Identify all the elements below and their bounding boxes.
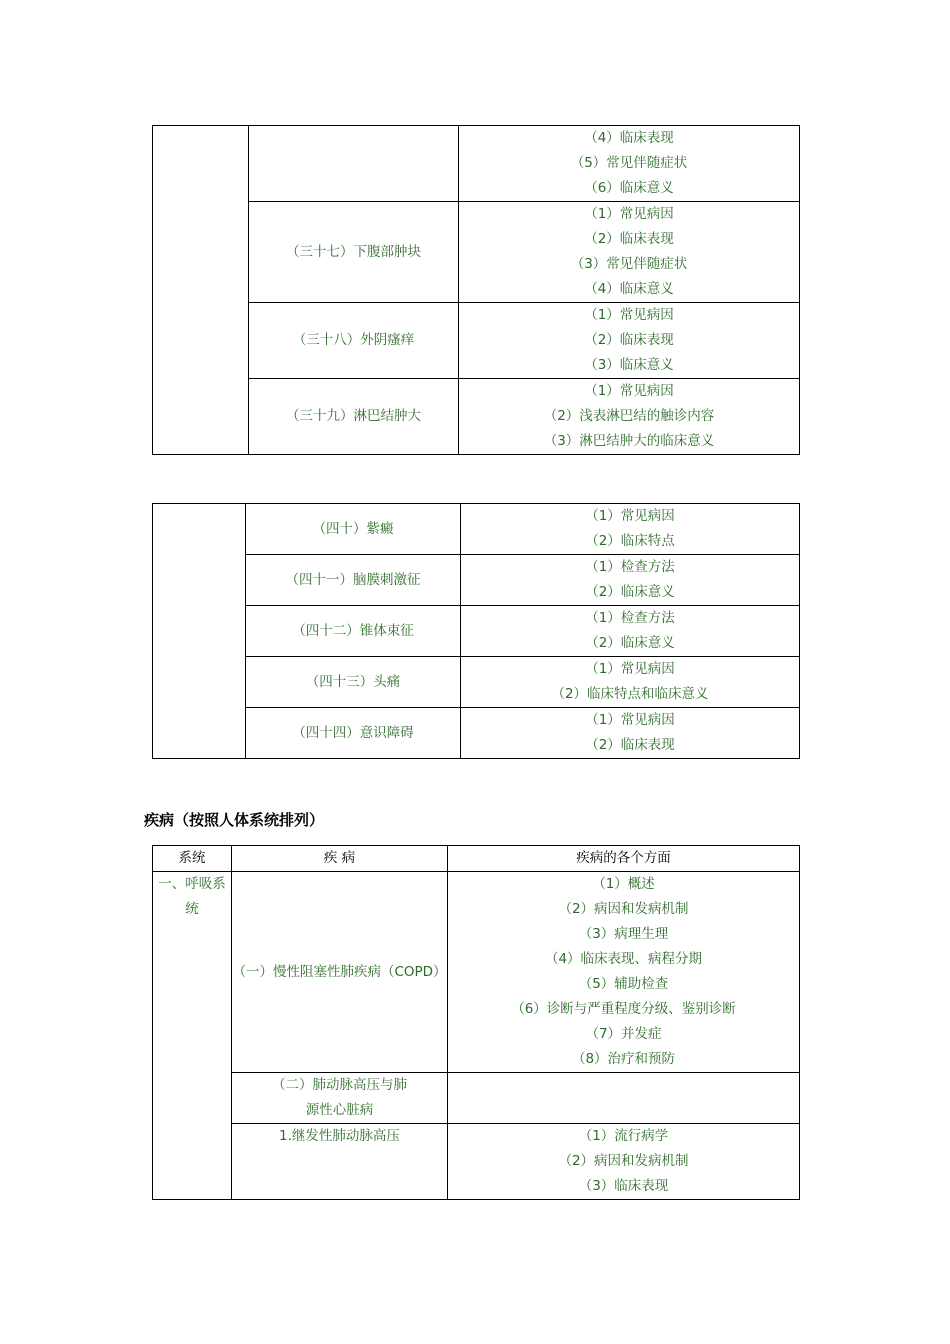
aspect-item: （2）临床意义	[585, 584, 675, 600]
aspect-item: （1）检查方法	[585, 559, 675, 575]
symptom-cell: （三十七）下腹部肿块	[249, 202, 459, 303]
disease-label: （一）慢性阻塞性肺疾病（COPD）	[232, 963, 447, 980]
table-row	[153, 303, 800, 379]
aspect-item: （2）临床特点和临床意义	[551, 686, 709, 702]
system-label-line: 一、呼吸系	[158, 876, 226, 892]
disease-cell	[232, 1124, 448, 1200]
symptom-cell: （四十四）意识障碍	[246, 708, 461, 759]
aspect-item: （1）常见病因	[585, 712, 675, 728]
header-disease: 疾 病	[232, 846, 448, 872]
header-aspects: 疾病的各个方面	[448, 846, 800, 872]
aspects-cell	[461, 606, 800, 657]
section-heading: 疾病（按照人体系统排列）	[144, 811, 325, 829]
aspects-cell	[461, 555, 800, 606]
system-label-line: 统	[185, 901, 199, 917]
symptom-cell: （四十三）头痛	[246, 657, 461, 708]
table-row	[153, 606, 800, 657]
aspect-item: （2）病因和发病机制	[558, 1153, 689, 1169]
aspect-item: （1）常见病因	[584, 383, 674, 399]
aspect-item: （4）临床意义	[584, 281, 674, 297]
aspect-item: （8）治疗和预防	[571, 1051, 676, 1067]
aspect-item: （3）病理生理	[578, 926, 669, 942]
header-system: 系统	[153, 846, 232, 872]
table-row	[153, 555, 800, 606]
disease-table	[152, 845, 800, 1200]
table-row	[153, 504, 800, 555]
symptom-cell: （四十）紫癜	[246, 504, 461, 555]
symptom-cell: （三十九）淋巴结肿大	[249, 379, 459, 455]
aspect-item: （3）临床表现	[578, 1178, 669, 1194]
aspect-item: （7）并发症	[585, 1026, 662, 1042]
aspects-cell	[448, 1073, 800, 1124]
symptom-cell: （三十八）外阴瘙痒	[249, 303, 459, 379]
aspect-item: （2）病因和发病机制	[558, 901, 689, 917]
aspects-cell	[448, 1124, 800, 1200]
table-row	[153, 872, 800, 1073]
aspect-item: （1）常见病因	[584, 307, 674, 323]
aspect-item: （1）概述	[592, 876, 655, 892]
table-row	[153, 126, 800, 202]
aspect-item: （5）辅助检查	[578, 976, 669, 992]
aspects-cell	[459, 379, 800, 455]
aspects-cell	[461, 504, 800, 555]
aspects-cell	[448, 872, 800, 1073]
symptom-cell: （四十二）锥体束征	[246, 606, 461, 657]
table-row	[153, 202, 800, 303]
aspects-cell	[459, 202, 800, 303]
symptom-cell	[249, 126, 459, 202]
aspects-cell	[461, 708, 800, 759]
aspect-item: （2）临床特点	[585, 533, 675, 549]
aspect-item: （1）常见病因	[585, 661, 675, 677]
aspect-item: （1）流行病学	[578, 1128, 669, 1144]
aspect-item: （1）常见病因	[585, 508, 675, 524]
symptom-cell: （四十一）脑膜刺激征	[246, 555, 461, 606]
aspect-item: （2）临床表现	[585, 737, 675, 753]
symptom-table-2	[152, 503, 800, 759]
table-row	[153, 657, 800, 708]
table-row	[153, 379, 800, 455]
aspect-item: （4）临床表现	[584, 130, 674, 146]
aspects-cell	[459, 126, 800, 202]
category-cell	[153, 126, 249, 455]
aspect-item: （6）诊断与严重程度分级、鉴别诊断	[511, 1001, 736, 1017]
aspect-item: （2）浅表淋巴结的触诊内容	[543, 408, 715, 424]
aspect-item: （1）常见病因	[584, 206, 674, 222]
disease-label: 源性心脏病	[305, 1102, 374, 1118]
aspect-item: （2）临床表现	[584, 231, 674, 247]
aspect-item: （2）临床意义	[585, 635, 675, 651]
aspect-item: （3）常见伴随症状	[570, 256, 688, 272]
aspects-cell	[459, 303, 800, 379]
disease-label: 1.继发性肺动脉高压	[279, 1128, 400, 1144]
table-row	[153, 708, 800, 759]
symptom-table-1	[152, 125, 800, 455]
aspect-item: （3）临床意义	[584, 357, 674, 373]
aspect-item: （5）常见伴随症状	[570, 155, 688, 171]
disease-cell	[232, 872, 448, 1073]
system-cell	[153, 872, 232, 1200]
aspects-cell	[461, 657, 800, 708]
aspect-item: （2）临床表现	[584, 332, 674, 348]
table-row	[153, 1124, 800, 1200]
disease-cell	[232, 1073, 448, 1124]
aspect-item: （4）临床表现、病程分期	[544, 951, 703, 967]
table-row	[153, 1073, 800, 1124]
disease-label: （二）肺动脉高压与肺	[272, 1077, 407, 1093]
aspect-item: （1）检查方法	[585, 610, 675, 626]
aspect-item: （3）淋巴结肿大的临床意义	[543, 433, 715, 449]
category-cell	[153, 504, 246, 759]
aspect-item: （6）临床意义	[584, 180, 674, 196]
table-header-row	[153, 846, 800, 872]
